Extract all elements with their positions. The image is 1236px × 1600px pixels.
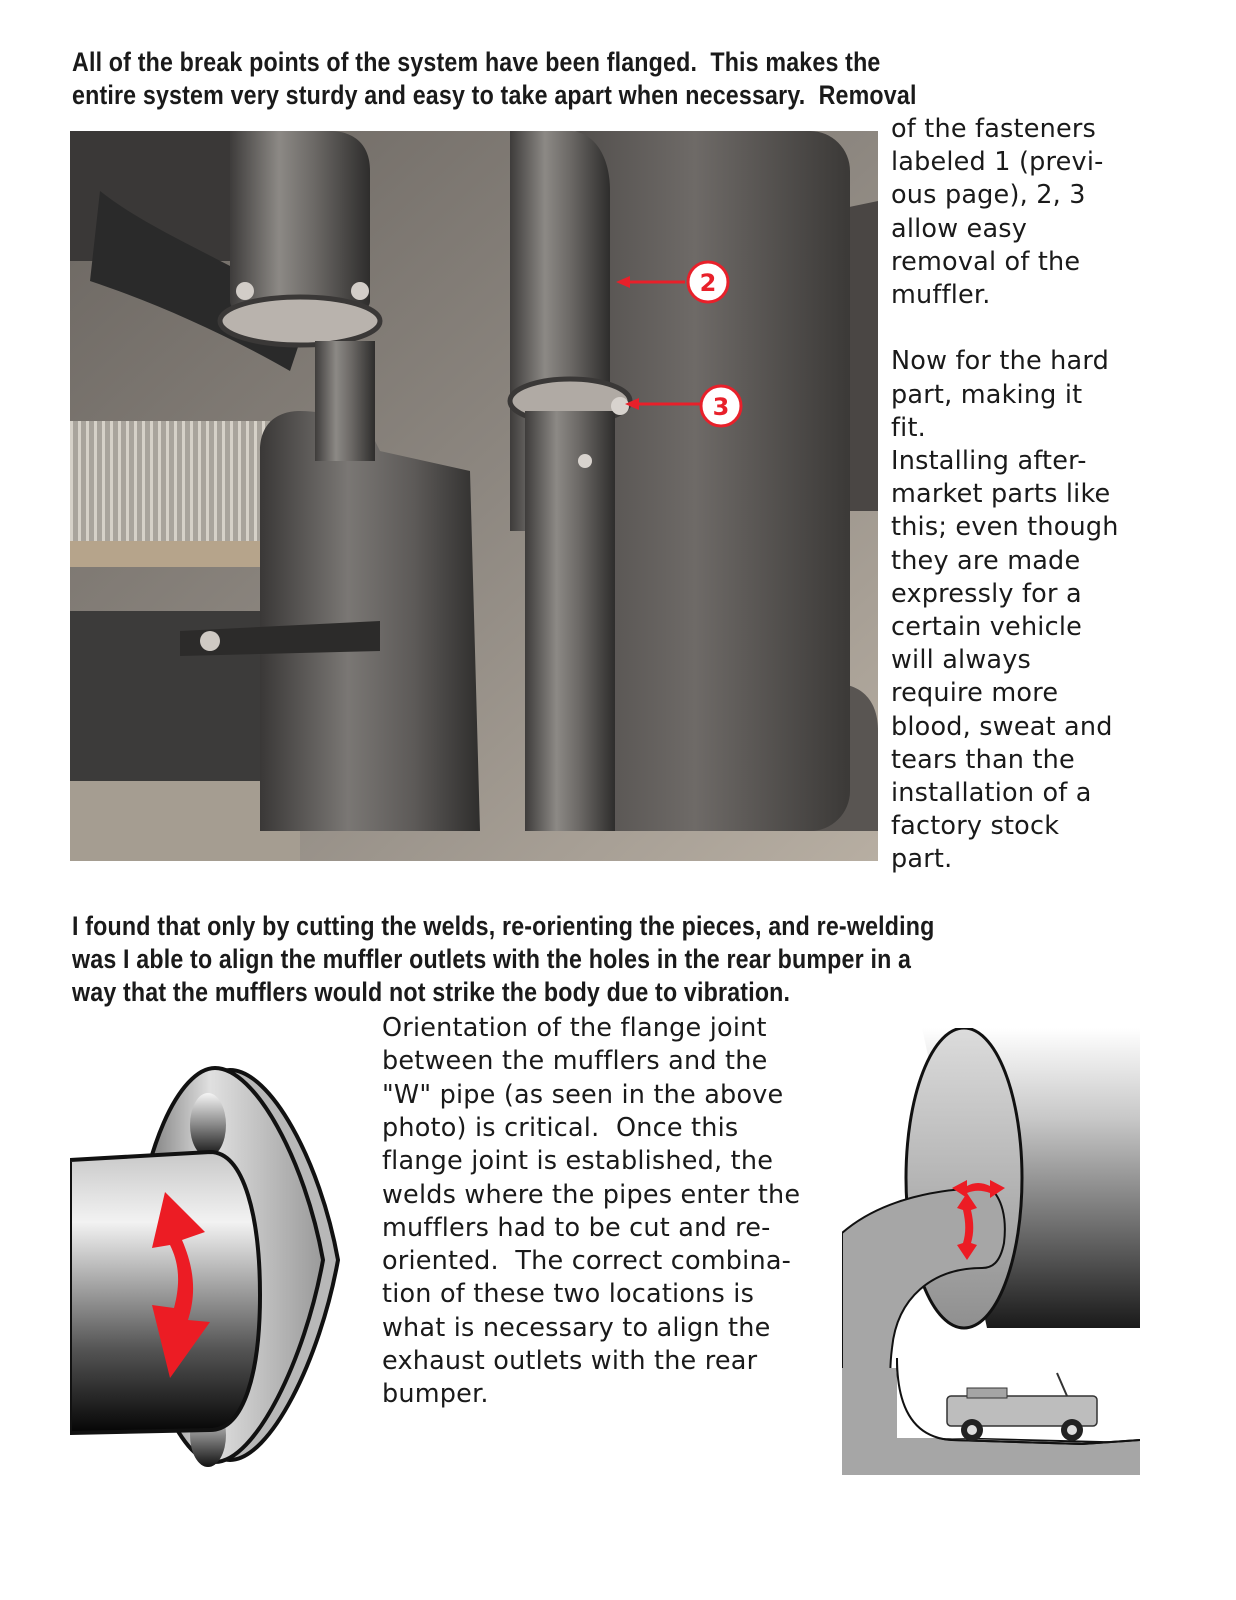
callout-2-label: 2 — [699, 269, 717, 297]
bottom-line: oriented. The correct combina- — [382, 1246, 792, 1277]
sidebar-line: blood, sweat and — [891, 711, 1113, 742]
callout-3-label: 3 — [712, 393, 730, 421]
bottom-line: photo) is critical. Once this — [382, 1112, 739, 1143]
sidebar-line: of the fasteners — [891, 114, 1097, 144]
middle-line: was I able to align the muffler outlets with the holes in the rear bumper in a — [72, 944, 912, 974]
middle-line: I found that only by cutting the welds, re-orienting the pieces, and re-welding — [72, 911, 935, 941]
intro-line: All of the break points of the system have been flanged. This makes the — [72, 47, 881, 77]
middle-line: way that the mufflers would not strike the body due to vibration. — [72, 977, 791, 1007]
sidebar-line: tears than the — [891, 744, 1075, 775]
sidebar-line: muffler. — [891, 280, 991, 310]
sidebar-line: labeled 1 (previ- — [891, 147, 1104, 178]
muffler-illustration — [842, 1028, 1140, 1475]
callout-3 — [625, 386, 741, 426]
sidebar-line: installation of a — [891, 778, 1092, 808]
sidebar-line: they are made — [891, 545, 1081, 576]
sidebar-line: ous page), 2, 3 — [891, 180, 1086, 211]
flange-diagram — [70, 1040, 340, 1480]
bottom-line: between the mufflers and the — [382, 1046, 768, 1077]
exhaust-photo — [70, 131, 878, 861]
sidebar-line: part. — [891, 844, 953, 875]
bottom-line: bumper. — [382, 1379, 489, 1410]
bottom-line: Orientation of the flange joint — [382, 1013, 767, 1043]
sidebar-line: this; even though — [891, 512, 1119, 543]
flange-illustration — [70, 1040, 340, 1480]
bottom-line: what is necessary to align the — [382, 1312, 771, 1343]
sidebar-line: certain vehicle — [891, 612, 1082, 642]
sidebar-line: require more — [891, 678, 1059, 709]
callout-2-arrowhead — [616, 276, 630, 288]
bottom-line: welds where the pipes enter the — [382, 1179, 801, 1210]
sidebar-line: Installing after- — [891, 446, 1087, 476]
muffler-diagram — [842, 1028, 1140, 1475]
sidebar-line: expressly for a — [891, 578, 1082, 609]
callout-3-arrowhead — [625, 398, 639, 410]
bottom-line: flange joint is established, the — [382, 1146, 774, 1177]
bottom-line: tion of these two locations is — [382, 1279, 755, 1310]
bottom-line: exhaust outlets with the rear — [382, 1346, 758, 1376]
sidebar-line: factory stock — [891, 811, 1060, 842]
sidebar-line: will always — [891, 645, 1031, 676]
sidebar-line: part, making it — [891, 379, 1083, 410]
bottom-line: mufflers had to be cut and re- — [382, 1212, 771, 1243]
sidebar-line: market parts like — [891, 479, 1111, 510]
sidebar-line: allow easy — [891, 213, 1028, 244]
callout-2 — [616, 262, 728, 302]
sidebar-line: removal of the — [891, 246, 1081, 277]
sidebar-line: Now for the hard — [891, 346, 1109, 377]
callout-overlay — [70, 131, 878, 861]
sidebar-line: fit. — [891, 412, 926, 443]
intro-line: entire system very sturdy and easy to take apart when necessary. Removal — [72, 80, 917, 110]
bottom-line: "W" pipe (as seen in the above — [382, 1079, 784, 1110]
